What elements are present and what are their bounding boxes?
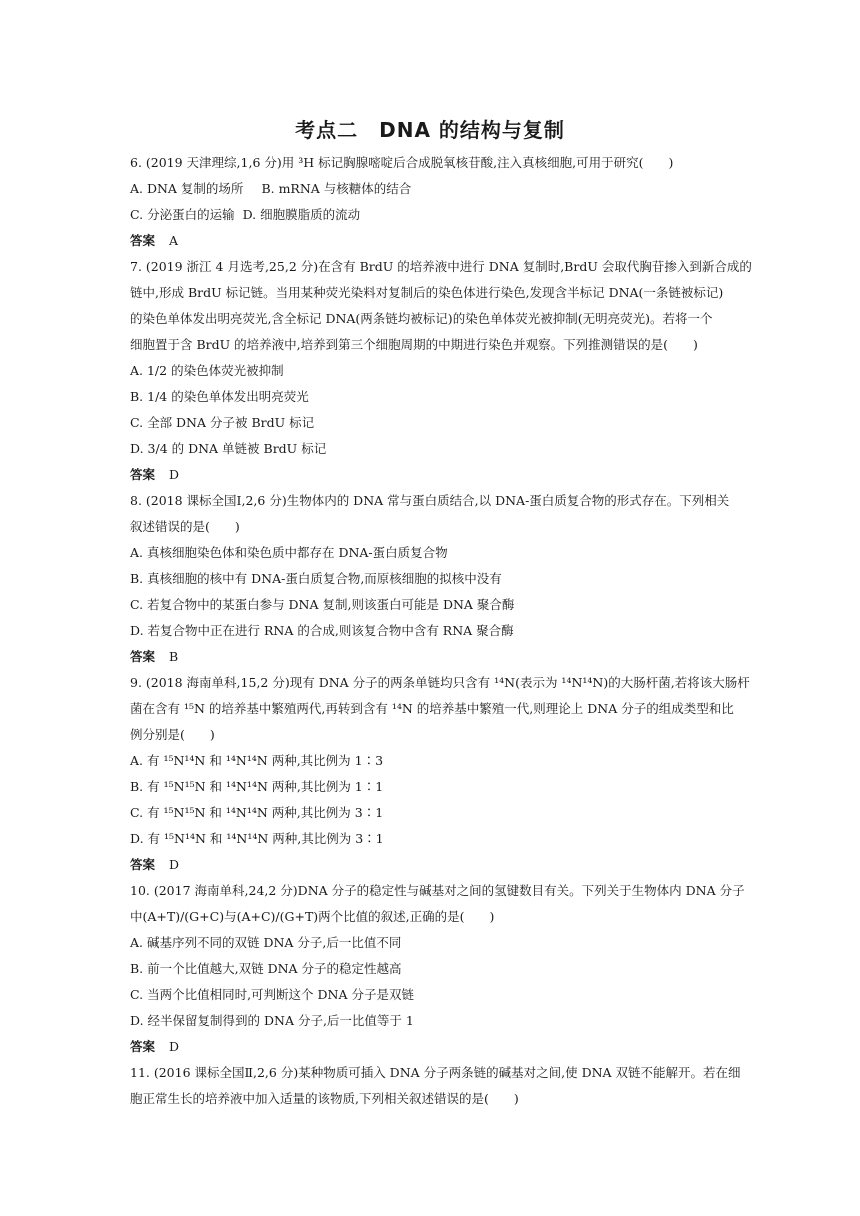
q7-answer (130, 466, 740, 484)
q7-option-a: A. 1/2 的染色体荧光被抑制 (130, 363, 284, 378)
q6-stem: 6. (2019 天津理综,1,6 分)用 ³H 标记胸腺嘧啶后合成脱氧核苷酸,注入真核细胞,可用于研究( ) (130, 155, 674, 170)
q9-option-d: D. 有 ¹⁵N¹⁴N 和 ¹⁴N¹⁴N 两种,其比例为 3∶1 (130, 831, 384, 846)
answer-label: 答案 (130, 1039, 156, 1054)
q6-option-c: C. 分泌蛋白的运输 (130, 207, 235, 222)
q10-option-b: B. 前一个比值越大,双链 DNA 分子的稳定性越高 (130, 961, 402, 976)
answer-label: 答案 (130, 467, 156, 482)
q7-option-c: C. 全部 DNA 分子被 BrdU 标记 (130, 415, 315, 430)
q10-option-d: D. 经半保留复制得到的 DNA 分子,后一比值等于 1 (130, 1013, 414, 1028)
answer-value: B (169, 649, 179, 664)
q8-stem-line1: 8. (2018 课标全国Ⅰ,2,6 分)生物体内的 DNA 常与蛋白质结合,以 DNA-蛋白质复合物的形式存在。下列相关 (130, 493, 730, 508)
q6-options-ab (130, 180, 740, 198)
q8-stem-line2: 叙述错误的是( ) (130, 519, 240, 534)
q10-stem-line1: 10. (2017 海南单科,24,2 分)DNA 分子的稳定性与碱基对之间的氢键数目有关。下列关于生物体内 DNA 分子 (130, 883, 745, 898)
q10-option-c: C. 当两个比值相同时,可判断这个 DNA 分子是双链 (130, 987, 414, 1002)
q11-stem-line2: 胞正常生长的培养液中加入适量的该物质,下列相关叙述错误的是( ) (130, 1091, 519, 1106)
q9-answer (130, 856, 740, 874)
q7-option-b: B. 1/4 的染色单体发出明亮荧光 (130, 389, 309, 404)
q6-options-cd (130, 206, 740, 224)
q7-stem-line2: 链中,形成 BrdU 标记链。当用某种荧光染料对复制后的染色体进行染色,发现含半标记 DNA(一条链被标记) (130, 285, 724, 300)
q8-option-c: C. 若复合物中的某蛋白参与 DNA 复制,则该蛋白可能是 DNA 聚合酶 (130, 597, 515, 612)
q9-stem-line3: 例分别是( ) (130, 727, 215, 742)
q9-option-b: B. 有 ¹⁵N¹⁵N 和 ¹⁴N¹⁴N 两种,其比例为 1∶1 (130, 779, 384, 794)
q8-option-b: B. 真核细胞的核中有 DNA-蛋白质复合物,而原核细胞的拟核中没有 (130, 571, 502, 586)
answer-label: 答案 (130, 233, 156, 248)
q8-option-a: A. 真核细胞染色体和染色质中都存在 DNA-蛋白质复合物 (130, 545, 448, 560)
q7-option-d: D. 3/4 的 DNA 单链被 BrdU 标记 (130, 441, 327, 456)
q8-option-d: D. 若复合物中正在进行 RNA 的合成,则该复合物中含有 RNA 聚合酶 (130, 623, 514, 638)
answer-value: D (169, 467, 180, 482)
q11-stem-line1: 11. (2016 课标全国Ⅱ,2,6 分)某种物质可插入 DNA 分子两条链的碱基对之间,使 DNA 双链不能解开。若在细 (130, 1065, 741, 1080)
q10-answer (130, 1038, 740, 1056)
page-title: 考点二 DNA 的结构与复制 (295, 118, 565, 142)
answer-value: A (169, 233, 179, 248)
answer-value: D (169, 857, 180, 872)
q9-stem-line1: 9. (2018 海南单科,15,2 分)现有 DNA 分子的两条单链均只含有 ¹⁴N(表示为 ¹⁴N¹⁴N)的大肠杆菌,若将该大肠杆 (130, 675, 750, 690)
q7-stem-line1: 7. (2019 浙江 4 月选考,25,2 分)在含有 BrdU 的培养液中进行 DNA 复制时,BrdU 会取代胸苷掺入到新合成的 (130, 259, 752, 274)
q9-option-a: A. 有 ¹⁵N¹⁴N 和 ¹⁴N¹⁴N 两种,其比例为 1∶3 (130, 753, 384, 768)
q6-option-a: A. DNA 复制的场所 (130, 181, 244, 196)
q9-option-c: C. 有 ¹⁵N¹⁵N 和 ¹⁴N¹⁴N 两种,其比例为 3∶1 (130, 805, 384, 820)
q8-answer (130, 648, 740, 666)
q7-stem-line3: 的染色单体发出明亮荧光,含全标记 DNA(两条链均被标记)的染色单体荧光被抑制(无明亮荧光)。若将一个 (130, 311, 713, 326)
q7-stem-line4: 细胞置于含 BrdU 的培养液中,培养到第三个细胞周期的中期进行染色并观察。下列推测错误的是( ) (130, 337, 698, 352)
q6-option-b: B. mRNA 与核糖体的结合 (261, 181, 412, 196)
q10-option-a: A. 碱基序列不同的双链 DNA 分子,后一比值不同 (130, 935, 402, 950)
answer-label: 答案 (130, 857, 156, 872)
q9-stem-line2: 菌在含有 ¹⁵N 的培养基中繁殖两代,再转到含有 ¹⁴N 的培养基中繁殖一代,则理论上 DNA 分子的组成类型和比 (130, 701, 734, 716)
answer-value: D (169, 1039, 180, 1054)
answer-label: 答案 (130, 649, 156, 664)
q6-option-d: D. 细胞膜脂质的流动 (242, 207, 361, 222)
q6-answer (130, 232, 740, 250)
q10-stem-line2: 中(A+T)/(G+C)与(A+C)/(G+T)两个比值的叙述,正确的是( ) (130, 909, 495, 924)
